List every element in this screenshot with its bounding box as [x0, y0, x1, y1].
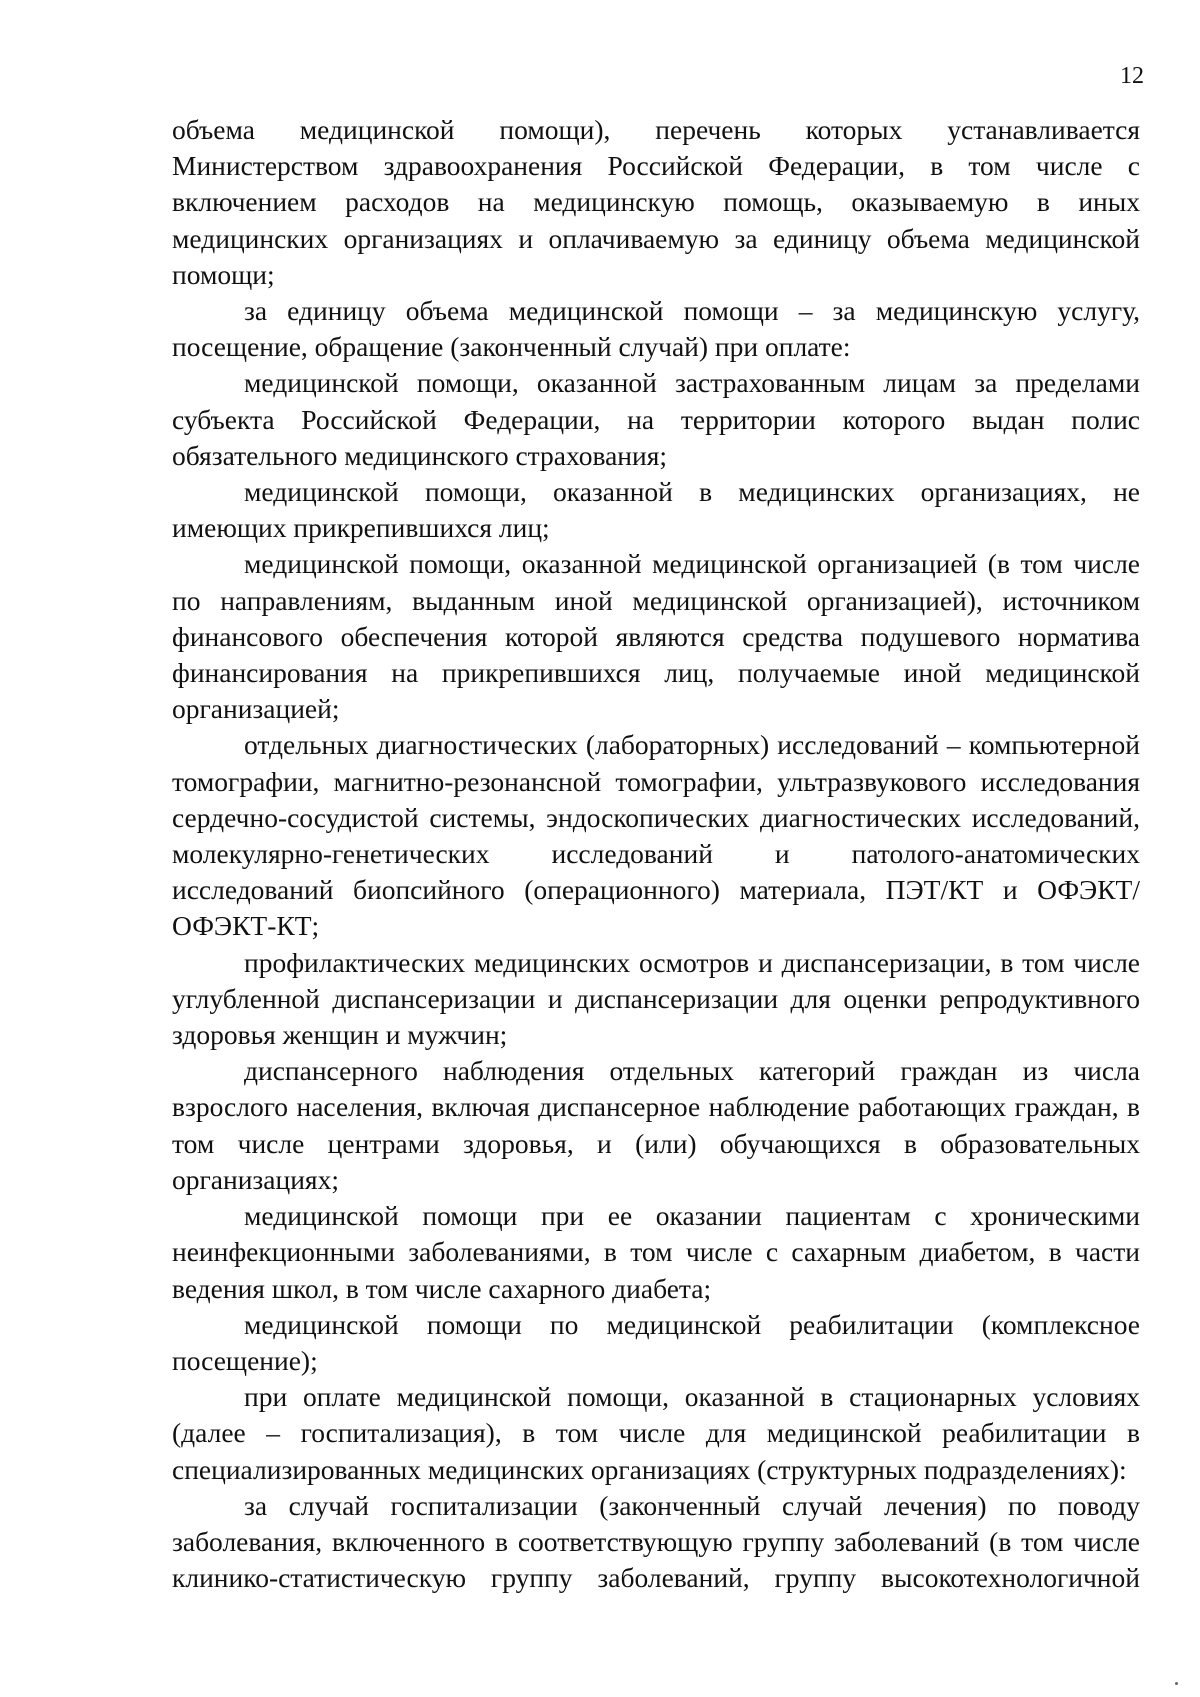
paragraph-3: медицинской помощи, оказанной застрахованным лицам за пределами субъекта Российской Федерации, на территории которого выдан полис обязательного медицинского страхования; — [172, 367, 1140, 471]
paragraph-6: отдельных диагностических (лабораторных) исследований – компьютерной томографии, магнитно-резонансной томографии, ультразвукового исследования сердечно-сосудистой системы, эндоскопических диагностических исследований, молекулярно-генетических исследований и патолого-анатомических исследований биопсийного (операционного) материала, ПЭТ/КТ и ОФЭКТ/ОФЭКТ-КТ; — [172, 729, 1140, 942]
paragraph-5: медицинской помощи, оказанной медицинской организацией (в том числе по направлениям, выданным иной медицинской организацией), источником финансового обеспечения которой являются средства подушевого норматива финансирования на прикрепившихся лиц, получаемые иной медицинской организацией; — [172, 548, 1140, 725]
page-number: 12 — [1120, 63, 1144, 89]
paragraph-12: за случай госпитализации (законченный случай лечения) по поводу заболевания, включенного в соответствующую группу заболеваний (в том числе клинико-статистическую группу заболеваний, группу высокотехнологичной — [172, 1489, 1140, 1594]
paragraph-9: медицинской помощи при ее оказании пациентам с хроническими неинфекционными заболеваниями, в том числе с сахарным диабетом, в части ведения школ, в том числе сахарного диабета; — [172, 1200, 1140, 1304]
document-body — [172, 112, 1140, 1596]
paragraph-2: за единицу объема медицинской помощи – за медицинскую услугу, посещение, обращение (законченный случай) при оплате: — [172, 295, 1140, 363]
paragraph-7: профилактических медицинских осмотров и диспансеризации, в том числе углубленной диспансеризации и диспансеризации для оценки репродуктивного здоровья женщин и мужчин; — [172, 946, 1140, 1051]
paragraph-4: медицинской помощи, оказанной в медицинских организациях, не имеющих прикрепившихся лиц; — [172, 476, 1140, 544]
scan-speck — [1175, 1682, 1178, 1685]
paragraph-8: диспансерного наблюдения отдельных категорий граждан из числа взрослого населения, включая диспансерное наблюдение работающих граждан, в том числе центрами здоровья, и (или) обучающихся в образовательных организациях; — [172, 1055, 1140, 1195]
paragraph-11: при оплате медицинской помощи, оказанной в стационарных условиях (далее – госпитализация), в том числе для медицинской реабилитации в специализированных медицинских организациях (структурных подразделениях): — [172, 1381, 1140, 1485]
paragraph-1: объема медицинской помощи), перечень которых устанавливается Министерством здравоохранения Российской Федерации, в том числе с включением расходов на медицинскую помощь, оказываемую в иных медицинских организациях и оплачиваемую за единицу объема медицинской помощи; — [172, 114, 1140, 290]
paragraph-10: медицинской помощи по медицинской реабилитации (комплексное посещение); — [172, 1308, 1140, 1376]
